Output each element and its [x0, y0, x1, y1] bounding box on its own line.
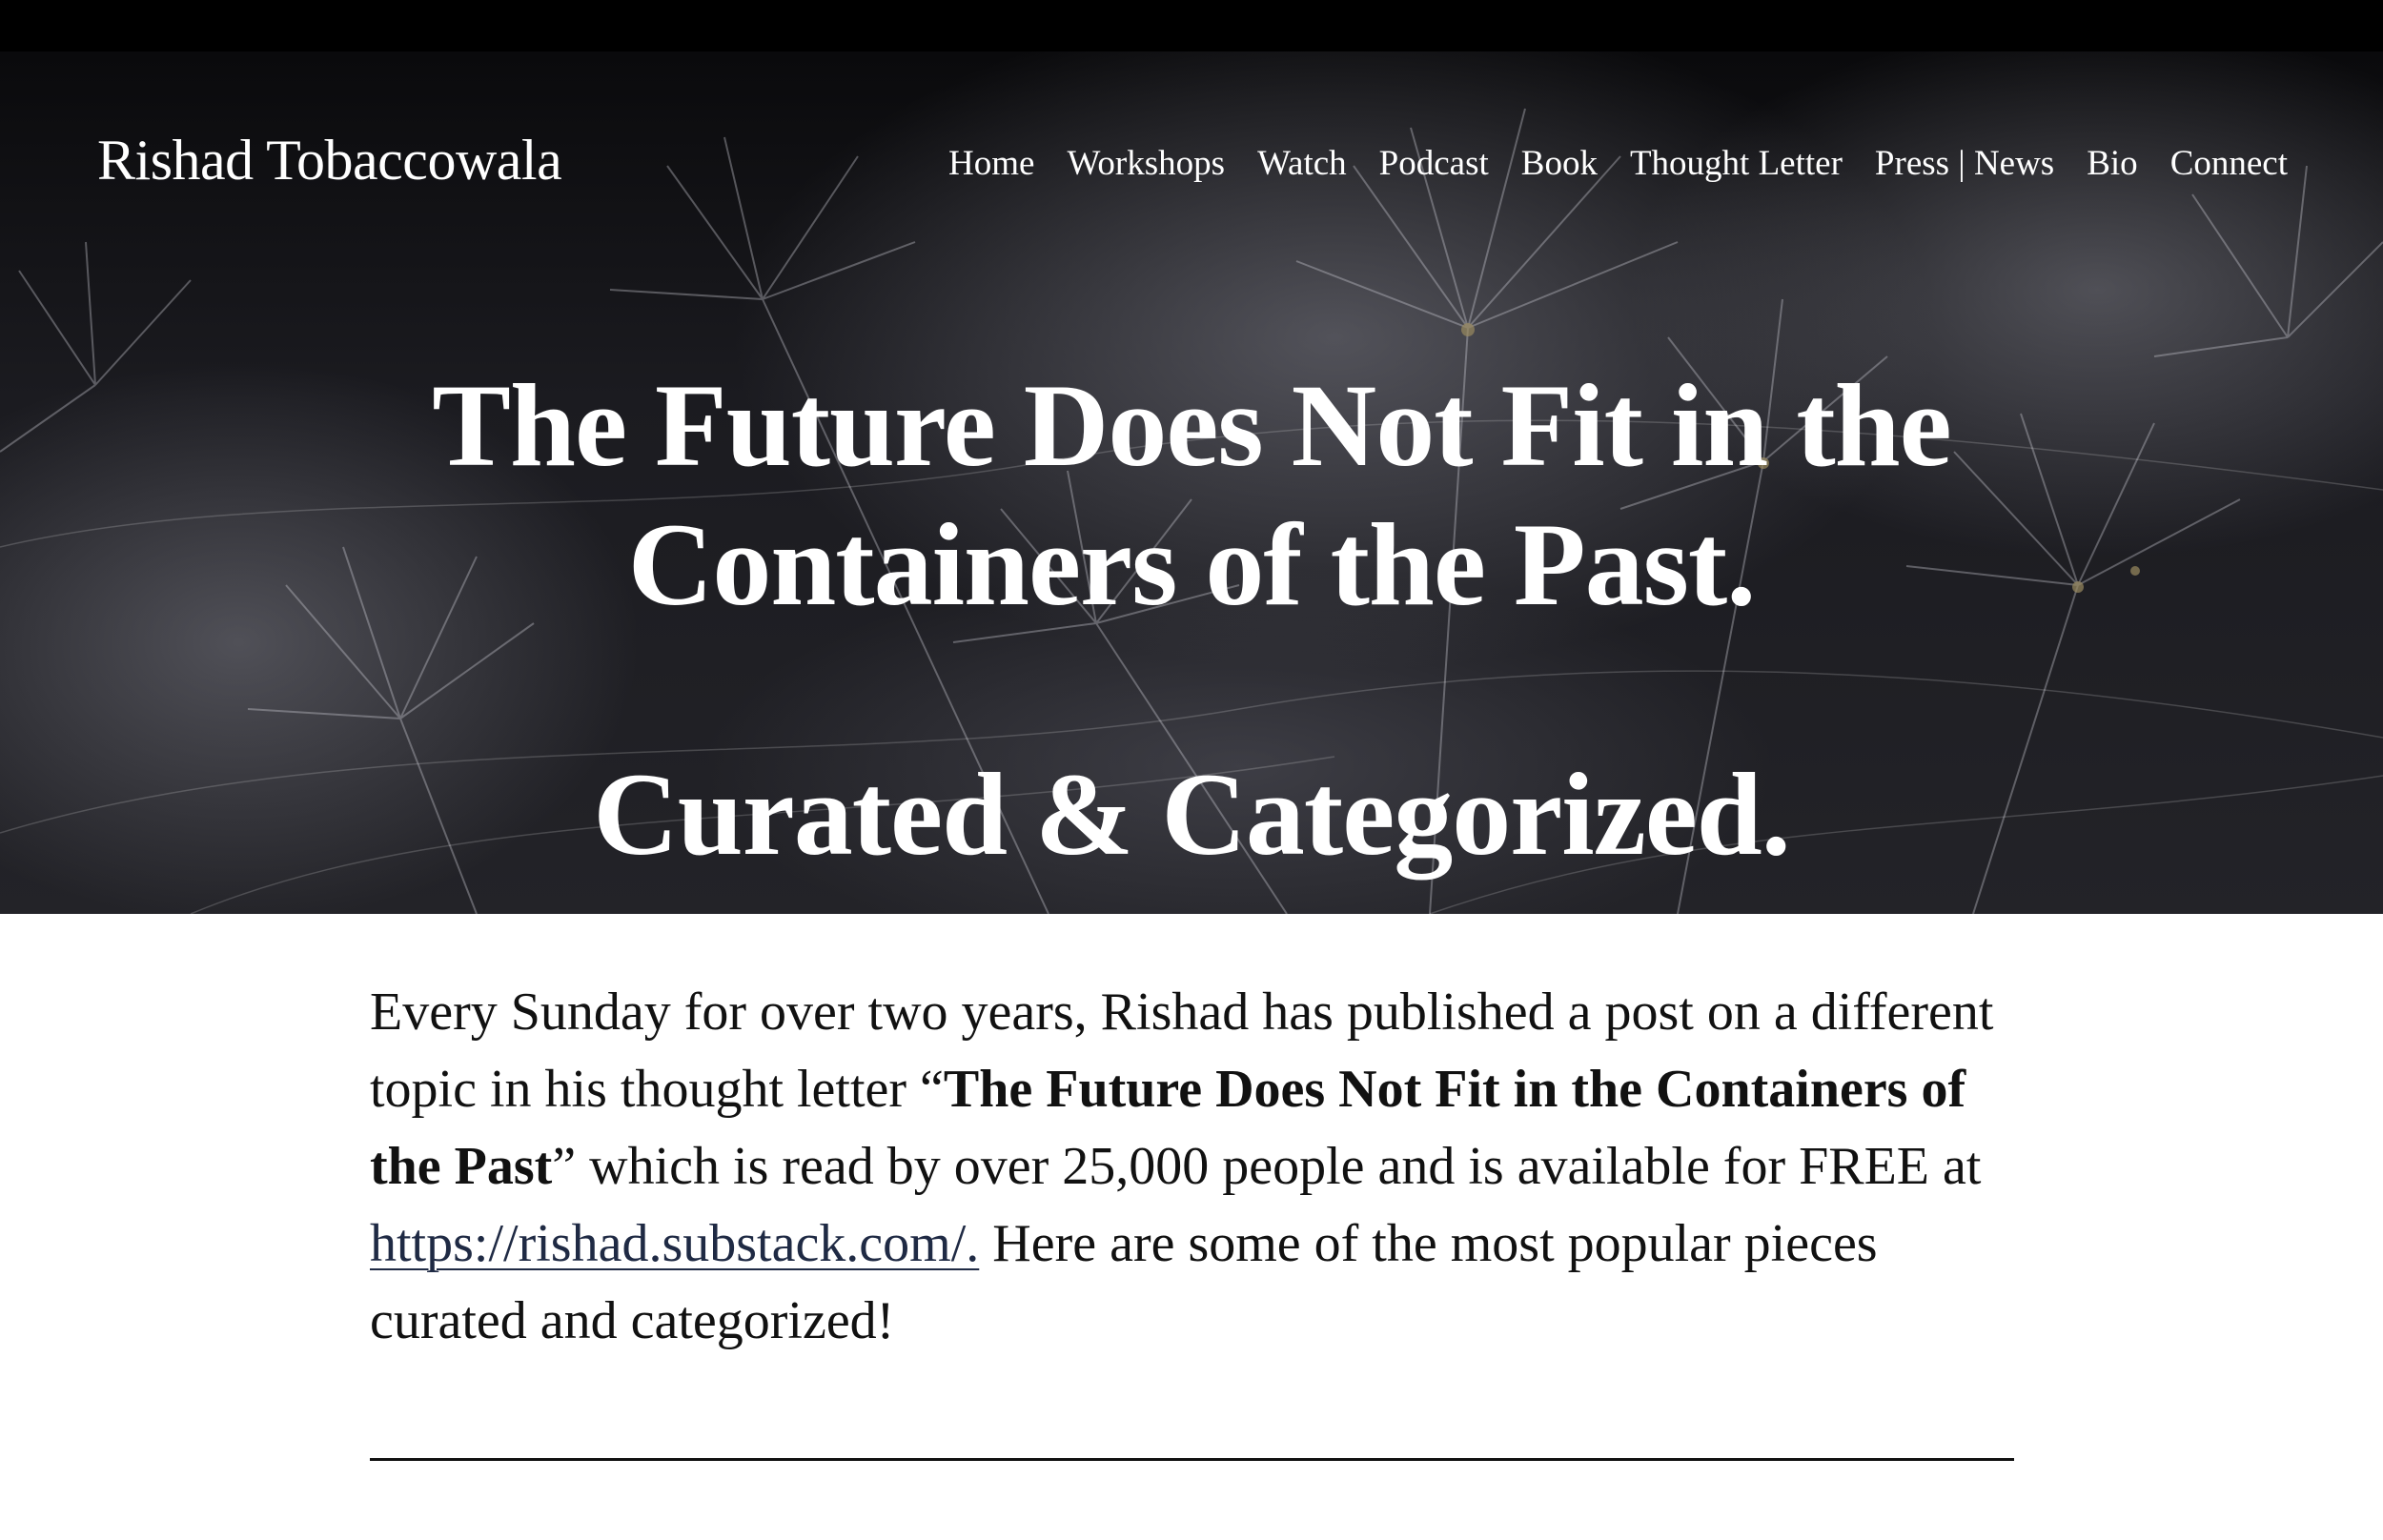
- intro-text-middle: ” which is read by over 25,000 people and is available for FREE at: [552, 1137, 1982, 1196]
- top-strip: [0, 0, 2383, 51]
- site-title[interactable]: Rishad Tobaccowala: [97, 129, 562, 192]
- nav-item-home[interactable]: Home: [948, 144, 1035, 183]
- nav-item-connect[interactable]: Connect: [2169, 144, 2288, 183]
- hero-heading: The Future Does Not Fit in the Containers of the Past.: [432, 360, 1951, 630]
- nav-item-press-news[interactable]: Press | News: [1874, 144, 2055, 183]
- nav-item-thought-letter[interactable]: Thought Letter: [1629, 144, 1843, 183]
- main-navigation: [948, 143, 2288, 184]
- substack-link[interactable]: https://rishad.substack.com/.: [370, 1214, 980, 1273]
- intro-paragraph: [370, 974, 2009, 1360]
- nav-item-book[interactable]: Book: [1520, 144, 1598, 183]
- hero-subheading: Curated & Categorized.: [593, 749, 1790, 880]
- section-divider: [370, 1458, 2014, 1461]
- thought-letter-title: The Future Does Not Fit in the Containers of the Past: [370, 1060, 1966, 1196]
- intro-text-end: Here are some of the most popular pieces curated and categorized!: [370, 1214, 1878, 1350]
- nav-item-bio[interactable]: Bio: [2087, 144, 2138, 183]
- hero-banner: [0, 51, 2383, 914]
- nav-item-watch[interactable]: Watch: [1257, 144, 1347, 183]
- nav-item-podcast[interactable]: Podcast: [1378, 144, 1489, 183]
- nav-item-workshops[interactable]: Workshops: [1067, 144, 1226, 183]
- intro-text-start: Every Sunday for over two years, Rishad has published a post on a different topic in his thought letter “: [370, 983, 1994, 1119]
